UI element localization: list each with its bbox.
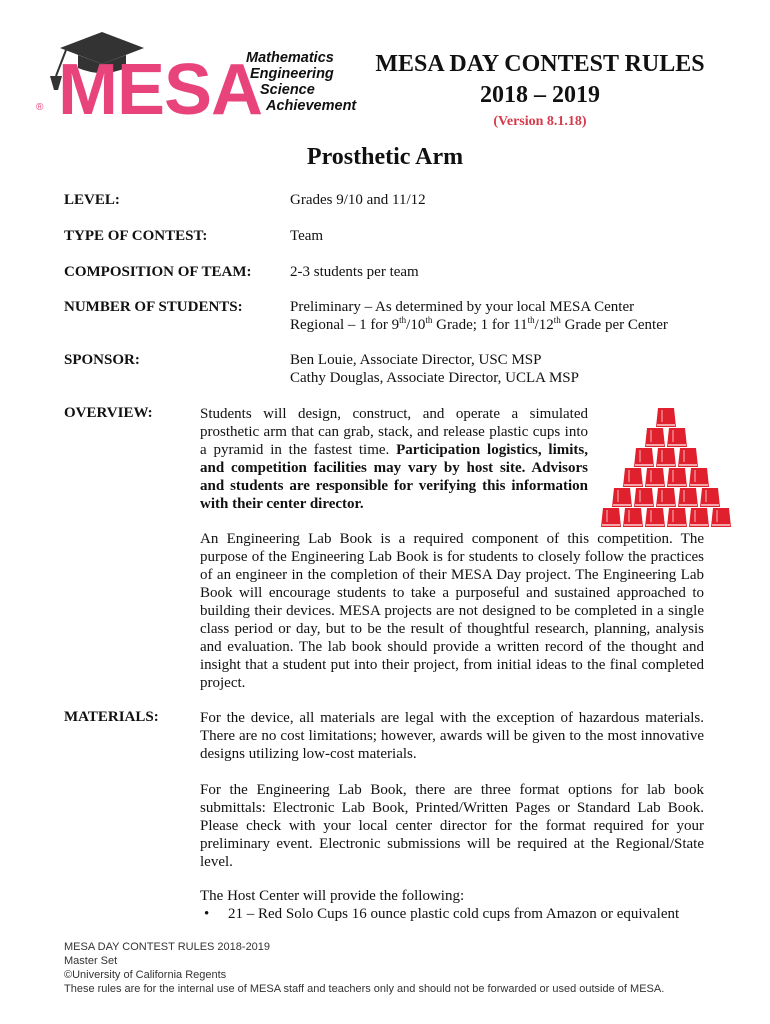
logo-tagline xyxy=(246,50,356,114)
overview-label: OVERVIEW: xyxy=(64,405,153,421)
cup-icon xyxy=(612,488,632,507)
mesa-logo xyxy=(36,30,357,130)
cup-pyramid-image xyxy=(596,408,736,528)
cup-icon xyxy=(634,448,654,467)
composition-value: 2-3 students per team xyxy=(290,264,419,280)
footer-line-3: ©University of California Regents xyxy=(64,969,227,981)
list-item xyxy=(200,905,679,923)
composition-label: COMPOSITION OF TEAM: xyxy=(64,264,252,280)
cup-icon xyxy=(645,508,665,527)
cup-icon xyxy=(623,468,643,487)
cup-icon xyxy=(689,468,709,487)
registered-mark: ® xyxy=(36,102,44,113)
footer-line-4: These rules are for the internal use of MESA staff and teachers only and should not be forwarded or used outside of MESA. xyxy=(64,983,665,995)
sponsor-1: Ben Louie, Associate Director, USC MSP xyxy=(290,352,542,368)
materials-paragraph-2: For the Engineering Lab Book, there are three format options for lab book submittals: Electronic Lab Book, Printed/Written Pages or Standard Lab Book. Please check with your local center director for the format required for your preliminary event. Electronic submissions will be required at the Regional/State level. xyxy=(200,782,704,870)
logo-word-mathematics: Mathematics xyxy=(246,50,334,66)
type-label: TYPE OF CONTEST: xyxy=(64,228,208,244)
sponsor-value xyxy=(290,351,579,387)
document-title-block xyxy=(350,50,730,130)
cup-icon xyxy=(623,508,643,527)
cup-icon xyxy=(678,448,698,467)
cup-icon xyxy=(678,488,698,507)
logo-wordmark: MESA xyxy=(58,50,263,130)
list-item-text: 21 – Red Solo Cups 16 ounce plastic cold cups from Amazon or equivalent xyxy=(228,906,680,922)
cup-icon xyxy=(711,508,731,527)
materials-paragraph-3: The Host Center will provide the following: xyxy=(200,888,465,904)
level-label: LEVEL: xyxy=(64,192,120,208)
sponsor-2: Cathy Douglas, Associate Director, UCLA MSP xyxy=(290,370,579,386)
document-years: 2018 – 2019 xyxy=(480,82,600,108)
cup-icon xyxy=(667,428,687,447)
document-title: MESA DAY CONTEST RULES xyxy=(375,51,705,77)
cup-icon xyxy=(645,468,665,487)
cup-icon xyxy=(656,448,676,467)
overview-paragraph-2: An Engineering Lab Book is a required component of this competition. The purpose of the Engineering Lab Book is for students to closely follow the practices of an engineer in the completion of their MESA Day project. The Engineering Lab Book will encourage students to take a purposeful and sustained approached to building their devices. MESA projects are not designed to be completed in a single class period or day, but to be the result of thoughtful research, planning, analysis and evaluation. The lab book should provide a written record of the thought and insight that a student put into their project, from initial ideas to the final completed project. xyxy=(200,531,704,691)
cup-icon xyxy=(667,508,687,527)
students-regional: Regional – 1 for 9th/10th Grade; 1 for 11th/12th Grade per Center xyxy=(290,315,668,333)
students-value xyxy=(290,298,668,334)
cup-icon xyxy=(656,488,676,507)
cup-icon xyxy=(667,468,687,487)
footer-line-1: MESA DAY CONTEST RULES 2018-2019 xyxy=(64,941,271,953)
page-footer xyxy=(64,940,664,996)
overview-paragraph-1: Students will design, construct, and operate a simulated prosthetic arm that can grab, stack, and release plastic cups into a pyramid in the fastest time. Participation logistics, limits, and competition facilities may vary by host site. Advisors and students are responsible for verifying this information with their center director. xyxy=(200,406,588,512)
students-label: NUMBER OF STUDENTS: xyxy=(64,299,243,315)
level-value: Grades 9/10 and 11/12 xyxy=(290,192,426,208)
cup-icon xyxy=(645,428,665,447)
document-version: (Version 8.1.18) xyxy=(493,114,587,129)
materials-paragraph-1: For the device, all materials are legal with the exception of hazardous materials. There are no cost limitations; however, awards will be given to the most innovative designs utilizing low-cost materials. xyxy=(200,710,704,762)
cup-icon xyxy=(689,508,709,527)
logo-word-science: Science xyxy=(260,82,315,98)
sponsor-label: SPONSOR: xyxy=(64,352,140,368)
contest-name: Prosthetic Arm xyxy=(306,144,464,170)
cup-icon xyxy=(601,508,621,527)
cup-icon xyxy=(700,488,720,507)
cup-icon xyxy=(634,488,654,507)
type-value: Team xyxy=(290,228,324,244)
logo-word-achievement: Achievement xyxy=(266,98,357,114)
materials-label: MATERIALS: xyxy=(64,709,159,725)
footer-line-2: Master Set xyxy=(64,955,118,967)
logo-word-engineering: Engineering xyxy=(250,66,334,82)
students-preliminary: Preliminary – As determined by your local MESA Center xyxy=(290,299,635,315)
cup-icon xyxy=(656,408,676,427)
bullet-icon: • xyxy=(204,906,210,922)
